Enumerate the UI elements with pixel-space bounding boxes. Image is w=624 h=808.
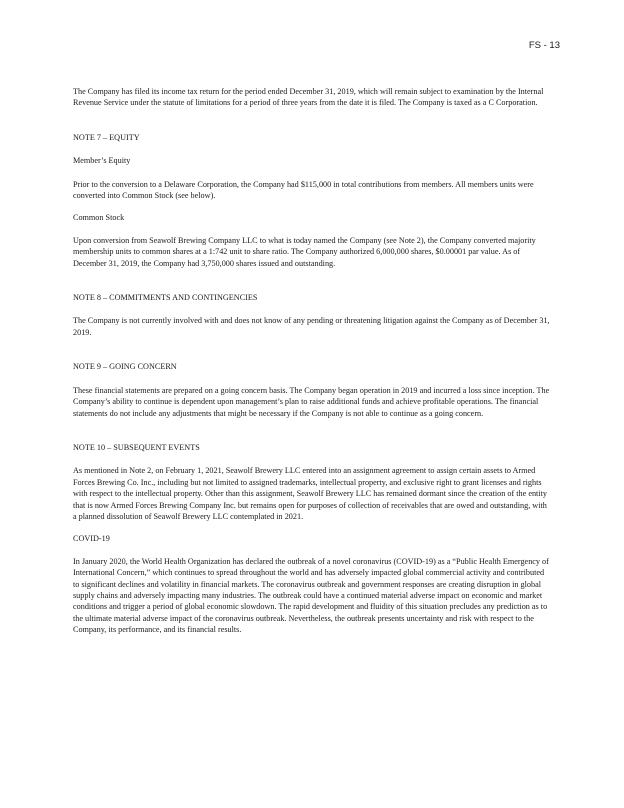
note10-paragraph: As mentioned in Note 2, on February 1, 2021, Seawolf Brewery LLC entered into an assignment agreement to assign certain assets to Armed Forces Brewing Co. Inc., including but not limited to assigned trademarks, intellectual property, and exclusive right to grant licenses and rights with respect to the intellectual property. Other than this assignment, Seawolf Brewery LLC has remained dormant since the creation of the entity that is now Armed Forces Brewing Company Inc. but remains open for purposes of collection of receivables that are owed and outstanding, with a planned dissolution of Seawolf Brewery LLC contemplated in 2021. [73, 466, 547, 521]
note7-heading: NOTE 7 – EQUITY [73, 132, 140, 142]
note8-heading: NOTE 8 – COMMITMENTS AND CONTINGENCIES [73, 293, 258, 303]
covid-heading: COVID-19 [73, 534, 110, 544]
note10-heading: NOTE 10 – SUBSEQUENT EVENTS [73, 442, 200, 452]
income-tax-paragraph: The Company has filed its income tax return for the period ended December 31, 2019, which will remain subject to examination by the Internal Revenue Service under the statute of limitations for a period of three years from the date it is filed. The Company is taxed as a C Corporation. [73, 87, 544, 108]
members-equity-paragraph: Prior to the conversion to a Delaware Corporation, the Company had $115,000 in total contributions from members. All members units were converted into Common Stock (see below). [73, 179, 534, 201]
common-stock-paragraph: Upon conversion from Seawolf Brewing Company LLC to what is today named the Company (see Note 2), the Company converted majority membership units to common shares at a 1:742 unit to share ratio. The Company authorized 6,000,000 shares, $0.00001 par value. As of December 31, 2019, the Company had 3,750,000 shares issued and outstanding. [73, 235, 536, 268]
document-body [73, 86, 551, 636]
common-stock-heading: Common Stock [73, 213, 125, 223]
members-equity-heading: Member’s Equity [73, 156, 131, 166]
page-number: FS - 13 [528, 40, 560, 51]
note9-paragraph: These financial statements are prepared on a going concern basis. The Company began operation in 2019 and incurred a loss since inception. The Company’s ability to continue is dependent upon management’s plan to raise additional funds and achieve profitable operations. The financial statements do not include any adjustments that might be necessary if the Company is not able to continue as a going concern. [73, 385, 550, 418]
covid-paragraph: In January 2020, the World Health Organization has declared the outbreak of a novel coronavirus (COVID-19) as a “Public Health Emergency of International Concern,” which continues to spread throughout the world and has adversely impacted global commercial activity and contributed to significant declines and volatility in financial markets. The coronavirus outbreak and government responses are creating disruption in global supply chains and adversely impacting many industries. The outbreak could have a continued material adverse impact on economic and market conditions and trigger a period of global economic slowdown. The rapid development and fluidity of this situation precludes any prediction as to the ultimate material adverse impact of the coronavirus outbreak. Nevertheless, the outbreak presents uncertainty and risk with respect to the Company, its performance, and its financial results. [73, 556, 549, 635]
note8-paragraph: The Company is not currently involved with and does not know of any pending or threatening litigation against the Company as of December 31, 2019. [73, 316, 550, 337]
note9-heading: NOTE 9 – GOING CONCERN [73, 362, 177, 372]
